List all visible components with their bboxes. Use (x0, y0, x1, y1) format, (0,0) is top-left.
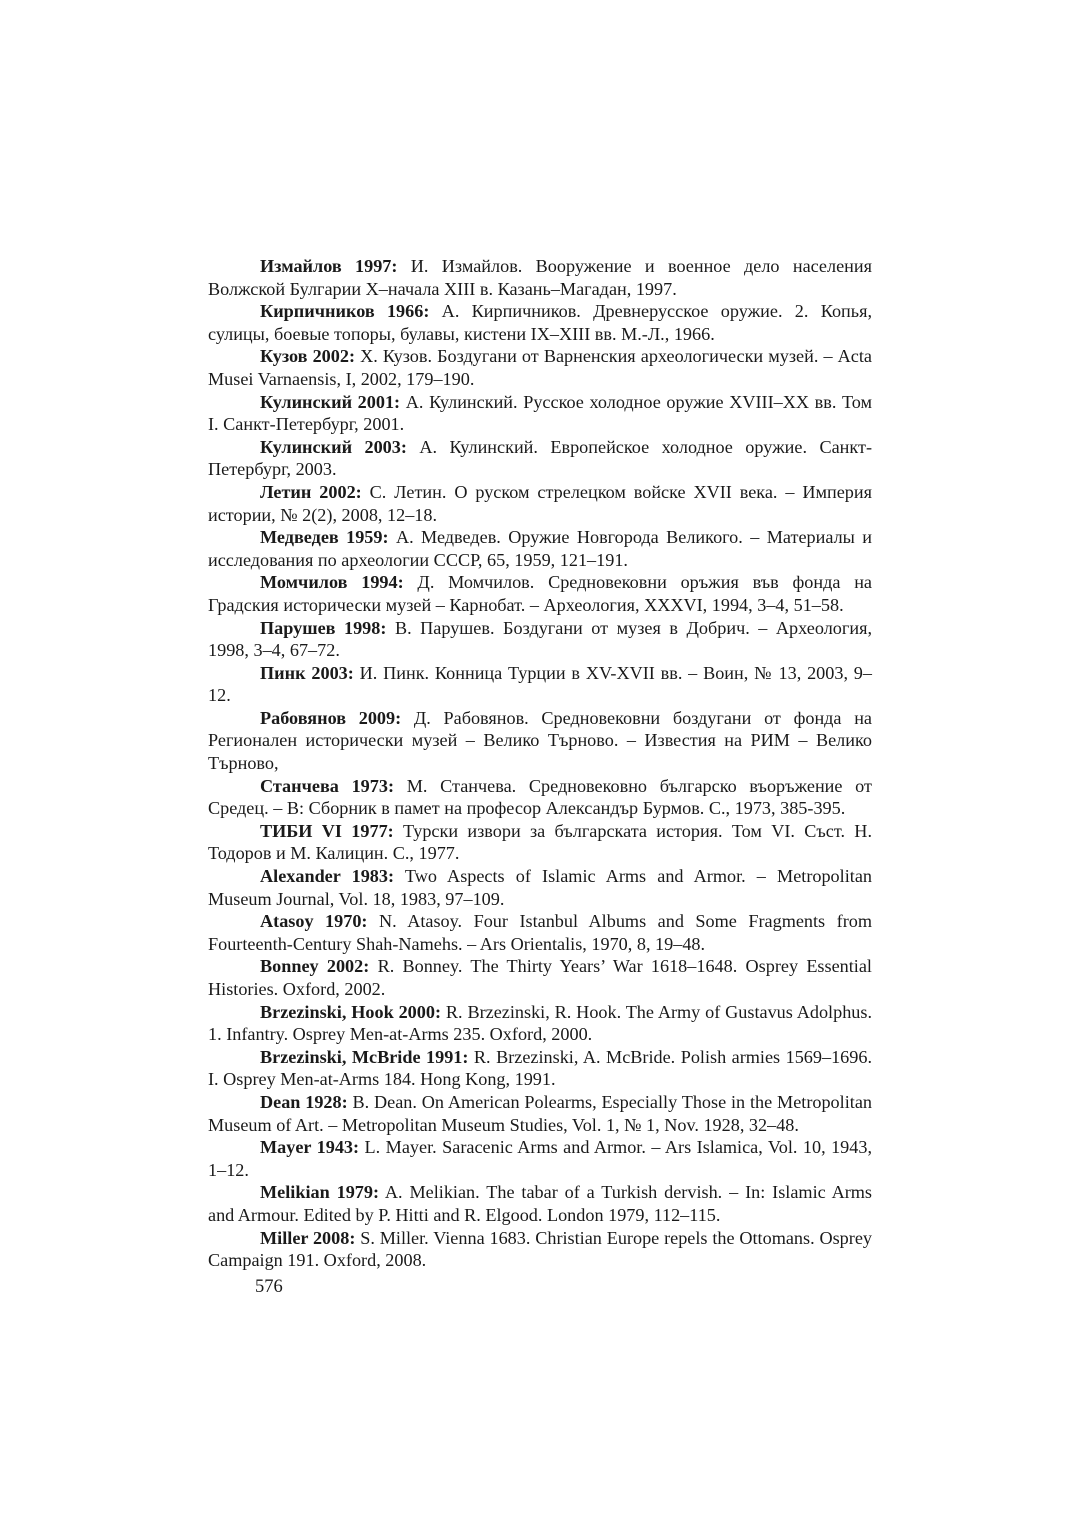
reference-text: А. Кулинский. Русское холодное оружие XVIII–XX вв. Том I. Санкт-Петербург, 2001. (208, 391, 873, 435)
reference-entry (208, 1001, 872, 1046)
reference-text: Two Aspects of Islamic Arms and Armor. – Metropolitan Museum Journal, Vol. 18, 1983, 97–109. (208, 866, 872, 909)
reference-entry (208, 865, 872, 910)
reference-text: С. Летин. О руском стрелецком войске XVII века. – Империя истории, № 2(2), 2008, 12–18. (208, 481, 872, 525)
reference-key: Кулинский 2003: (260, 436, 407, 457)
reference-entry (208, 1046, 872, 1091)
reference-list (208, 255, 872, 1272)
reference-key: Летин 2002: (260, 481, 362, 502)
reference-entry (208, 910, 872, 955)
reference-text: R. Bonney. The Thirty Years’ War 1618–1648. Osprey Essential Histories. Oxford, 2002. (208, 956, 872, 999)
reference-entry (208, 481, 872, 526)
reference-entry (208, 775, 872, 820)
reference-entry (208, 300, 872, 345)
reference-text: A. Melikian. The tabar of a Turkish dervish. – In: Islamic Arms and Armour. Edited by P. Hitti and R. Elgood. London 1979, 112–115. (208, 1182, 872, 1225)
reference-text: S. Miller. Vienna 1683. Christian Europe repels the Ottomans. Osprey Campaign 191. Oxford, 2008. (208, 1227, 872, 1271)
reference-key: Brzezinski, Hook 2000: (260, 1001, 442, 1022)
reference-entry (208, 820, 872, 865)
reference-text: N. Atasoy. Four Istanbul Albums and Some Fragments from Fourteenth-Century Shah-Namehs. – Ars Orientalis, 1970, 8, 19–48. (208, 911, 872, 954)
page-number: 576 (255, 1277, 283, 1297)
reference-key: Медведев 1959: (260, 527, 389, 548)
reference-text: Д. Рабовянов. Средновековни боздугани от фонда на Регионален исторически музей – Велико Търново. – Известия на РИМ – Велико Търново, (208, 707, 872, 774)
reference-text: B. Dean. On American Polearms, Especially Those in the Metropolitan Museum of Art. – Metropolitan Museum Studies, Vol. 1, № 1, Nov. 1928, 32–48. (208, 1091, 872, 1135)
reference-text: М. Станчева. Средновековно българско въоръжение от Средец. – В: Сборник в памет на професор Александър Бурмов. С., 1973, 385-395. (208, 775, 872, 819)
reference-text: Турски извори за българската история. Том VI. Съст. Н. Тодоров и М. Калицин. С., 1977. (208, 820, 872, 864)
reference-key: ТИБИ VI 1977: (260, 820, 394, 841)
reference-entry (208, 617, 872, 662)
reference-text: А. Кулинский. Европейское холодное оружие. Санкт-Петербург, 2003. (208, 436, 872, 480)
reference-entry (208, 1136, 872, 1181)
reference-entry (208, 391, 872, 436)
reference-key: Dean 1928: (260, 1091, 348, 1112)
reference-entry (208, 707, 872, 775)
reference-key: Bonney 2002: (260, 956, 370, 977)
reference-text: Х. Кузов. Боздугани от Варненския археологически музей. – Acta Musei Varnaensis, I, 2002, 179–190. (208, 346, 872, 389)
reference-entry (208, 955, 872, 1000)
reference-key: Miller 2008: (260, 1227, 356, 1248)
reference-entry (208, 436, 872, 481)
reference-key: Рабовянов 2009: (260, 707, 402, 728)
reference-text: L. Mayer. Saracenic Arms and Armor. – Ars Islamica, Vol. 10, 1943, 1–12. (208, 1137, 872, 1180)
reference-key: Парушев 1998: (260, 617, 387, 638)
reference-entry (208, 571, 872, 616)
reference-text: А. Медведев. Оружие Новгорода Великого. – Материалы и исследования по археологии СССР, 65, 1959, 121–191. (208, 527, 873, 570)
reference-key: Mayer 1943: (260, 1137, 360, 1158)
reference-entry (208, 1181, 872, 1226)
reference-entry (208, 255, 872, 300)
reference-key: Станчева 1973: (260, 775, 395, 796)
reference-key: Кулинский 2001: (260, 391, 401, 412)
reference-text: И. Пинк. Конница Турции в XV-XVII вв. – Воин, № 13, 2003, 9–12. (208, 662, 872, 706)
reference-entry (208, 345, 872, 390)
reference-key: Brzezinski, McBride 1991: (260, 1046, 469, 1067)
reference-entry (208, 662, 872, 707)
reference-entry (208, 1227, 872, 1272)
reference-text: Д. Момчилов. Средновековни оръжия във фонда на Градския исторически музей – Карнобат. – Археология, XXXVI, 1994, 3–4, 51–58. (208, 572, 872, 615)
reference-key: Пинк 2003: (260, 662, 354, 683)
reference-text: R. Brzezinski, A. McBride. Polish armies 1569–1696. I. Osprey Men-at-Arms 184. Hong Kong, 1991. (208, 1046, 873, 1090)
reference-key: Измайлов 1997: (260, 256, 398, 276)
reference-text: И. Измайлов. Вооружение и военное дело населения Волжской Булгарии X–начала XIII в. Казань–Магадан, 1997. (208, 256, 872, 299)
reference-key: Кузов 2002: (260, 346, 356, 367)
reference-key: Atasoy 1970: (260, 911, 368, 932)
reference-entry (208, 526, 872, 571)
reference-text: В. Парушев. Боздугани от музея в Добрич. – Археология, 1998, 3–4, 67–72. (208, 617, 872, 661)
reference-text: R. Brzezinski, R. Hook. The Army of Gustavus Adolphus. 1. Infantry. Osprey Men-at-Arms 235. Oxford, 2000. (208, 1001, 873, 1045)
reference-key: Alexander 1983: (260, 866, 395, 887)
reference-text: А. Кирпичников. Древнерусское оружие. 2. Копья, сулицы, боевые топоры, булавы, кистени IX–XIII вв. М.-Л., 1966. (208, 301, 872, 344)
reference-key: Melikian 1979: (260, 1182, 380, 1203)
reference-key: Кирпичников 1966: (260, 301, 430, 322)
reference-entry (208, 1091, 872, 1136)
reference-key: Момчилов 1994: (260, 572, 404, 593)
